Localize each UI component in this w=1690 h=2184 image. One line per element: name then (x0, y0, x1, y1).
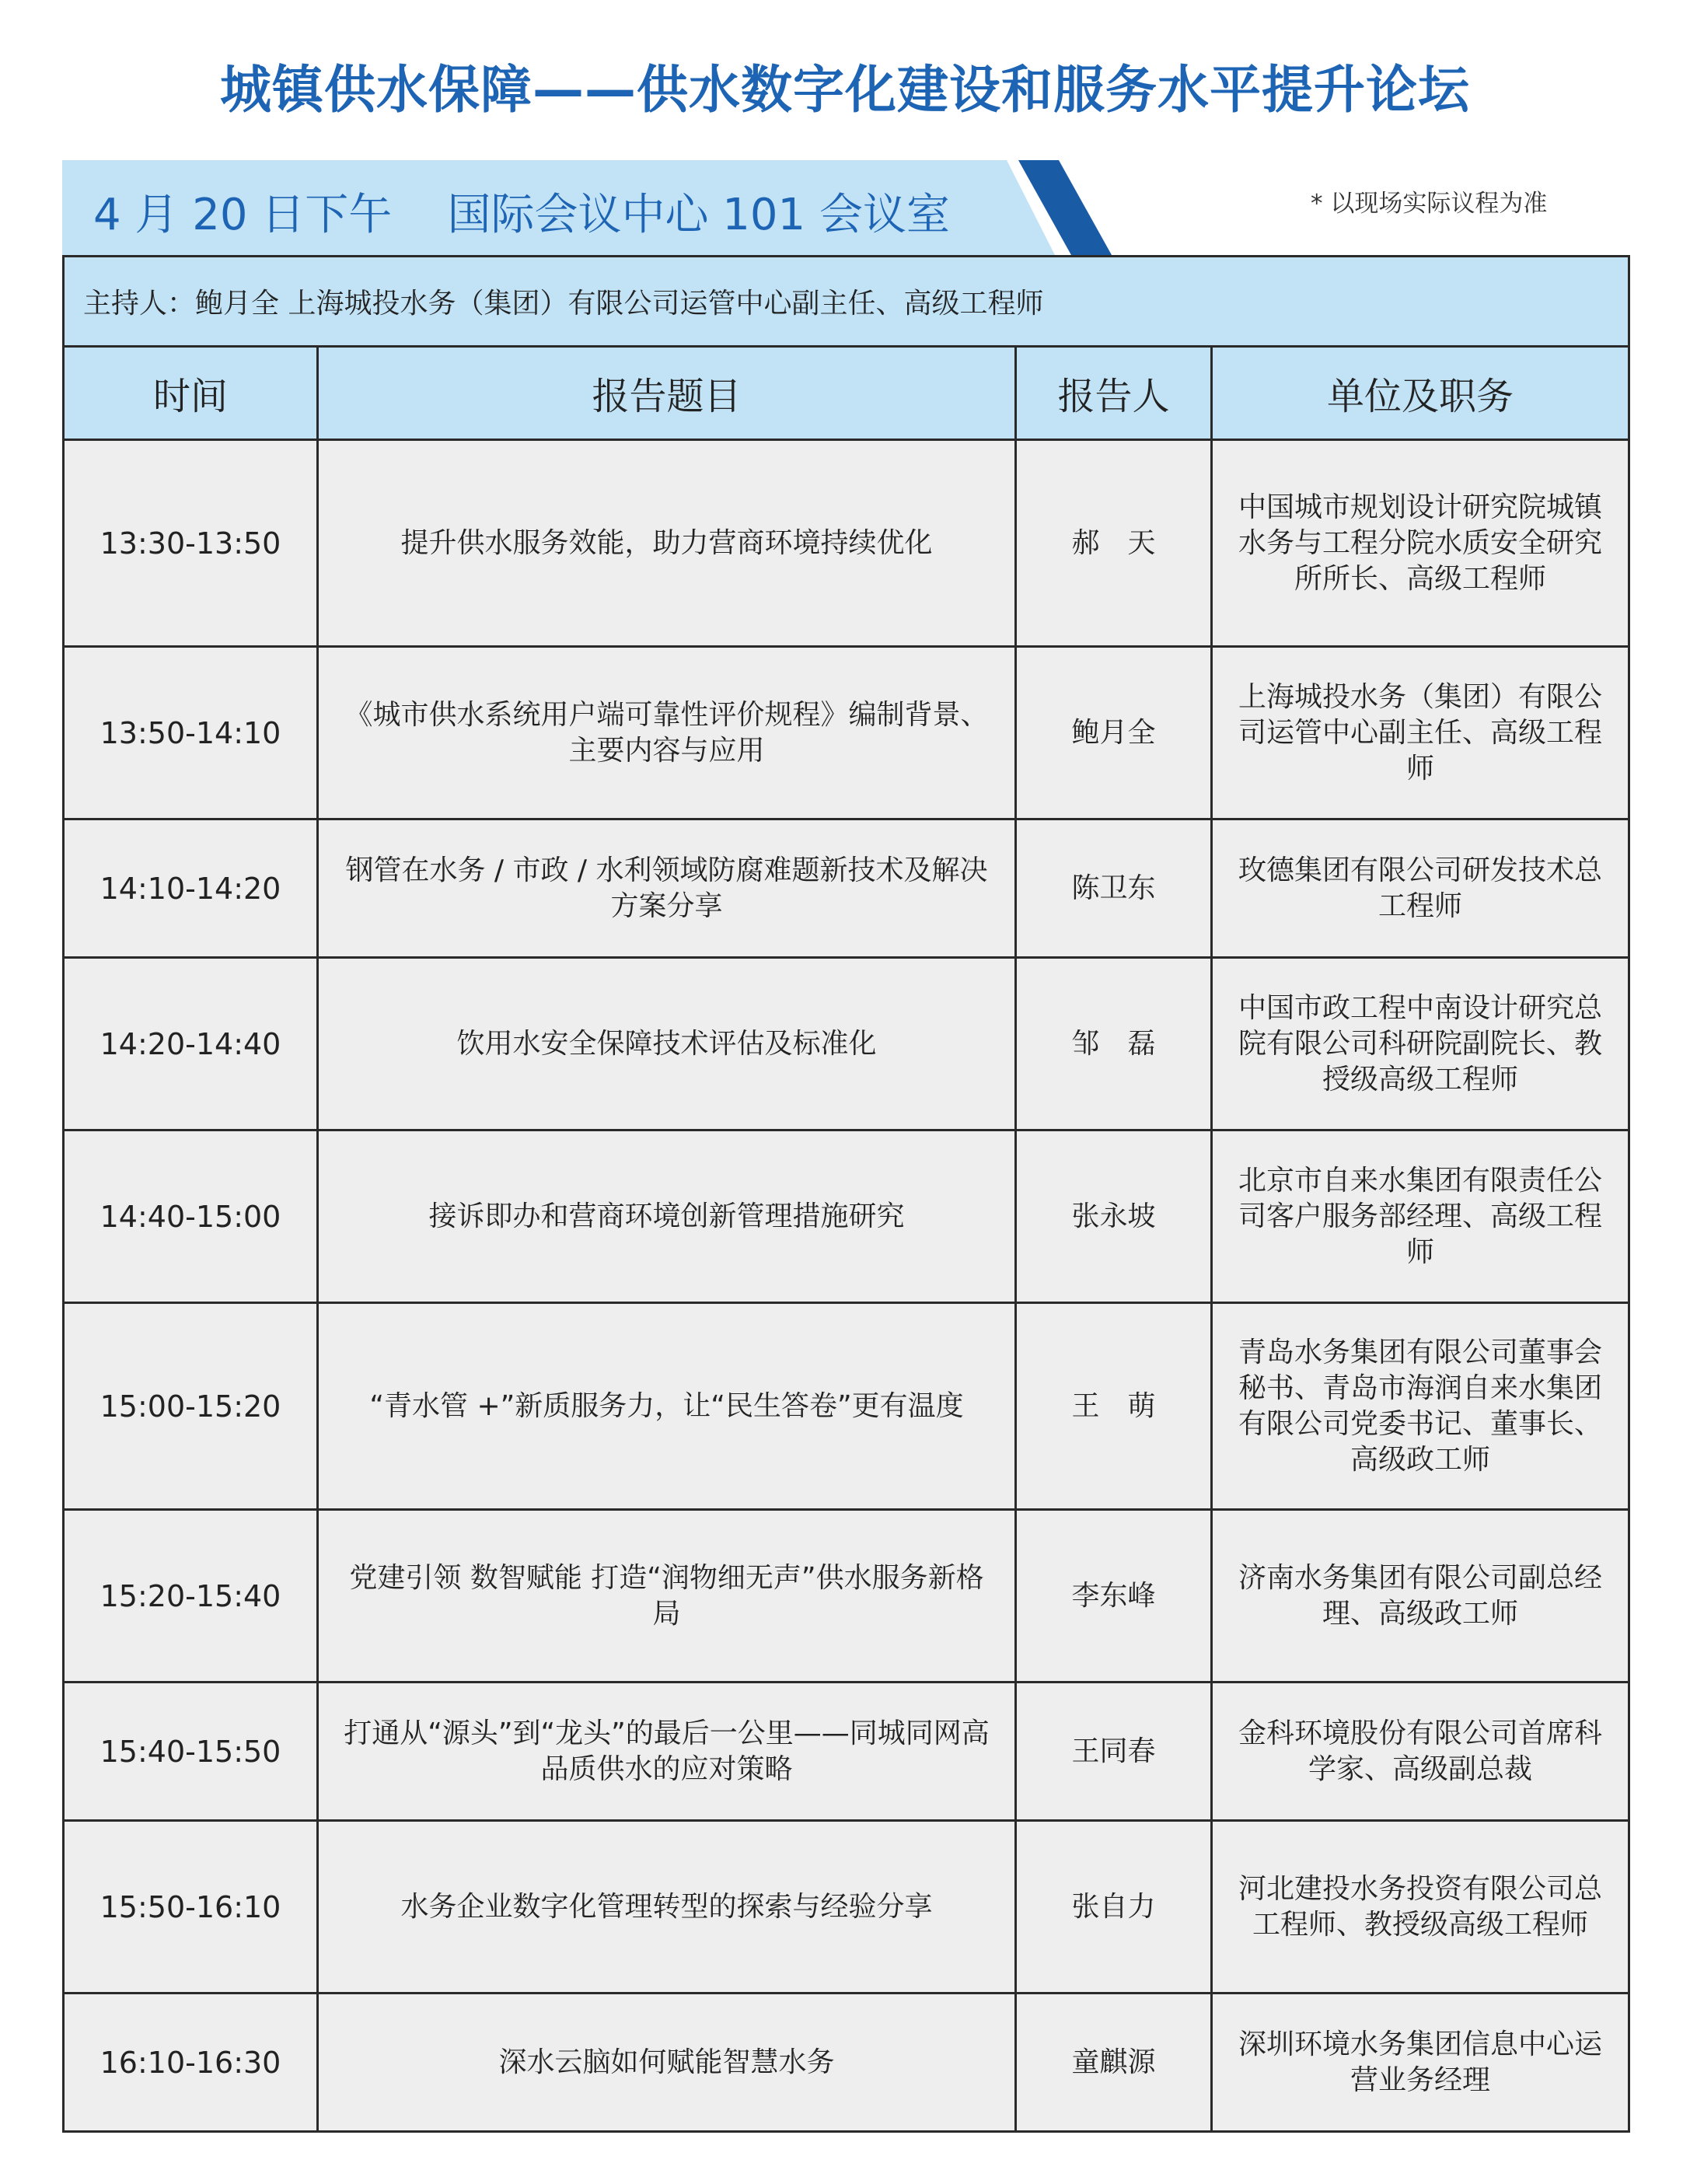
cell-time: 15:20-15:40 (64, 1510, 318, 1683)
cell-time: 15:50-16:10 (64, 1821, 318, 1994)
cell-time: 15:00-15:20 (64, 1303, 318, 1510)
session-info: 4 月 20 日下午 国际会议中心 101 会议室 (93, 190, 950, 240)
cell-topic: 提升供水服务效能，助力营商环境持续优化 (318, 440, 1016, 647)
agenda-row (64, 1994, 1629, 2132)
cell-time: 15:40-15:50 (64, 1683, 318, 1821)
cell-org: 中国市政工程中南设计研究总院有限公司科研院副院长、教授级高级工程师 (1212, 958, 1629, 1130)
cell-speaker: 邹 磊 (1016, 958, 1212, 1130)
cell-topic: “青水管 +”新质服务力，让“民生答卷”更有温度 (318, 1303, 1016, 1510)
agenda-row (64, 647, 1629, 819)
cell-org: 深圳环境水务集团信息中心运营业务经理 (1212, 1994, 1629, 2132)
cell-speaker: 王 萌 (1016, 1303, 1212, 1510)
cell-speaker: 郝 天 (1016, 440, 1212, 647)
cell-org: 玫德集团有限公司研发技术总工程师 (1212, 819, 1629, 958)
column-header-org: 单位及职务 (1212, 347, 1629, 440)
cell-topic: 打通从“源头”到“龙头”的最后一公里——同城同网高品质供水的应对策略 (318, 1683, 1016, 1821)
cell-time: 14:20-14:40 (64, 958, 318, 1130)
cell-topic: 饮用水安全保障技术评估及标准化 (318, 958, 1016, 1130)
column-header-topic: 报告题目 (318, 347, 1016, 440)
agenda-row (64, 1683, 1629, 1821)
cell-speaker: 鲍月全 (1016, 647, 1212, 819)
cell-time: 13:50-14:10 (64, 647, 318, 819)
agenda-row (64, 440, 1629, 647)
host-info: 主持人：鲍月全 上海城投水务（集团）有限公司运管中心副主任、高级工程师 (64, 257, 1629, 347)
cell-org: 青岛水务集团有限公司董事会秘书、青岛市海润自来水集团有限公司党委书记、董事长、高级政工师 (1212, 1303, 1629, 1510)
cell-time: 14:40-15:00 (64, 1130, 318, 1303)
agenda-row (64, 958, 1629, 1130)
agenda-row (64, 819, 1629, 958)
schedule-note: * 以现场实际议程为准 (1311, 190, 1548, 218)
cell-speaker: 李东峰 (1016, 1510, 1212, 1683)
table-header-row (64, 347, 1629, 440)
cell-time: 14:10-14:20 (64, 819, 318, 958)
cell-topic: 水务企业数字化管理转型的探索与经验分享 (318, 1821, 1016, 1994)
cell-topic: 《城市供水系统用户端可靠性评价规程》编制背景、主要内容与应用 (318, 647, 1016, 819)
cell-speaker: 童麒源 (1016, 1994, 1212, 2132)
cell-time: 13:30-13:50 (64, 440, 318, 647)
cell-topic: 党建引领 数智赋能 打造“润物细无声”供水服务新格局 (318, 1510, 1016, 1683)
column-header-speaker: 报告人 (1016, 347, 1212, 440)
cell-org: 北京市自来水集团有限责任公司客户服务部经理、高级工程师 (1212, 1130, 1629, 1303)
agenda-table (62, 255, 1630, 2133)
cell-topic: 接诉即办和营商环境创新管理措施研究 (318, 1130, 1016, 1303)
cell-org: 济南水务集团有限公司副总经理、高级政工师 (1212, 1510, 1629, 1683)
cell-speaker: 王同春 (1016, 1683, 1212, 1821)
cell-org: 河北建投水务投资有限公司总工程师、教授级高级工程师 (1212, 1821, 1629, 1994)
cell-time: 16:10-16:30 (64, 1994, 318, 2132)
column-header-time: 时间 (64, 347, 318, 440)
cell-org: 上海城投水务（集团）有限公司运管中心副主任、高级工程师 (1212, 647, 1629, 819)
agenda-row (64, 1510, 1629, 1683)
agenda-row (64, 1130, 1629, 1303)
agenda-row (64, 1303, 1629, 1510)
cell-org: 中国城市规划设计研究院城镇水务与工程分院水质安全研究所所长、高级工程师 (1212, 440, 1629, 647)
cell-org: 金科环境股份有限公司首席科学家、高级副总裁 (1212, 1683, 1629, 1821)
agenda-row (64, 1821, 1629, 1994)
page-title: 城镇供水保障——供水数字化建设和服务水平提升论坛 (220, 60, 1470, 120)
cell-topic: 深水云脑如何赋能智慧水务 (318, 1994, 1016, 2132)
session-banner (62, 160, 1112, 255)
host-row (64, 257, 1629, 347)
cell-speaker: 张永坡 (1016, 1130, 1212, 1303)
cell-topic: 钢管在水务 / 市政 / 水利领域防腐难题新技术及解决方案分享 (318, 819, 1016, 958)
cell-speaker: 陈卫东 (1016, 819, 1212, 958)
cell-speaker: 张自力 (1016, 1821, 1212, 1994)
